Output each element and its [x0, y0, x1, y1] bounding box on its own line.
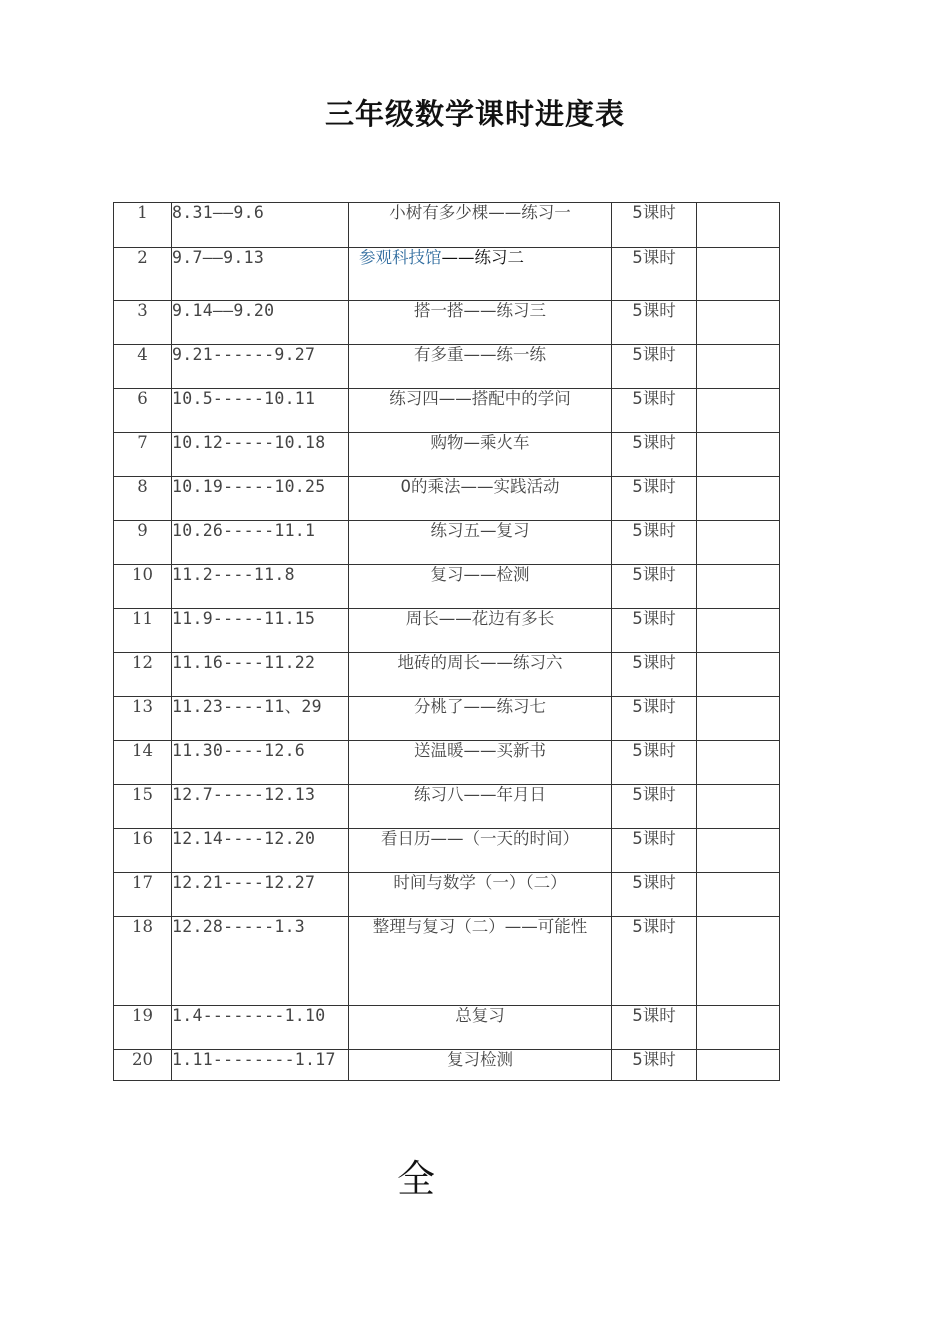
row-topic: 地砖的周长——练习六	[349, 653, 612, 697]
table-row	[114, 248, 780, 301]
table-row	[114, 653, 780, 697]
row-date-range: 10.5-----10.11	[172, 389, 349, 433]
row-date-range: 12.14----12.20	[172, 829, 349, 873]
row-topic: 练习四——搭配中的学问	[349, 389, 612, 433]
row-number: 15	[114, 785, 172, 829]
row-topic: 时间与数学（一）（二）	[349, 873, 612, 917]
table-row	[114, 741, 780, 785]
row-number: 18	[114, 917, 172, 1006]
row-number: 7	[114, 433, 172, 477]
row-hours: 5课时	[612, 521, 697, 565]
row-blank-cell	[697, 389, 780, 433]
row-blank-cell	[697, 1050, 780, 1081]
table-row	[114, 1050, 780, 1081]
row-blank-cell	[697, 345, 780, 389]
row-topic: 送温暖——买新书	[349, 741, 612, 785]
row-date-range: 9.14——9.20	[172, 301, 349, 345]
row-date-range: 10.12-----10.18	[172, 433, 349, 477]
table-row	[114, 389, 780, 433]
row-number: 6	[114, 389, 172, 433]
row-topic: 购物—乘火车	[349, 433, 612, 477]
row-topic: 复习检测	[349, 1050, 612, 1081]
table-row	[114, 521, 780, 565]
row-date-range: 11.9-----11.15	[172, 609, 349, 653]
row-number: 2	[114, 248, 172, 301]
row-blank-cell	[697, 697, 780, 741]
row-hours: 5课时	[612, 389, 697, 433]
row-topic: 练习八——年月日	[349, 785, 612, 829]
table-row	[114, 873, 780, 917]
row-topic: 小树有多少棵——练习一	[349, 203, 612, 248]
row-hours: 5课时	[612, 873, 697, 917]
row-number: 10	[114, 565, 172, 609]
row-blank-cell	[697, 477, 780, 521]
topic-text: ——练习二	[441, 248, 524, 267]
row-number: 13	[114, 697, 172, 741]
row-date-range: 12.7-----12.13	[172, 785, 349, 829]
row-hours: 5课时	[612, 477, 697, 521]
row-topic: 有多重——练一练	[349, 345, 612, 389]
row-number: 20	[114, 1050, 172, 1081]
row-hours: 5课时	[612, 433, 697, 477]
topic-link[interactable]: 参观科技馆	[359, 248, 442, 267]
row-hours: 5课时	[612, 609, 697, 653]
row-hours: 5课时	[612, 653, 697, 697]
table-row	[114, 565, 780, 609]
table-row	[114, 477, 780, 521]
row-blank-cell	[697, 873, 780, 917]
row-hours: 5课时	[612, 697, 697, 741]
row-number: 1	[114, 203, 172, 248]
row-hours: 5课时	[612, 829, 697, 873]
row-date-range: 10.19-----10.25	[172, 477, 349, 521]
schedule-table	[113, 202, 780, 1081]
row-blank-cell	[697, 785, 780, 829]
table-row	[114, 697, 780, 741]
row-date-range: 11.23----11、29	[172, 697, 349, 741]
row-date-range: 10.26-----11.1	[172, 521, 349, 565]
row-topic: 看日历——（一天的时间）	[349, 829, 612, 873]
row-number: 16	[114, 829, 172, 873]
row-hours: 5课时	[612, 785, 697, 829]
row-blank-cell	[697, 653, 780, 697]
table-row	[114, 609, 780, 653]
row-topic: 搭一搭——练习三	[349, 301, 612, 345]
row-blank-cell	[697, 609, 780, 653]
row-topic: 练习五—复习	[349, 521, 612, 565]
row-topic: 周长——花边有多长	[349, 609, 612, 653]
row-date-range: 11.2----11.8	[172, 565, 349, 609]
row-blank-cell	[697, 1006, 780, 1050]
row-topic: 复习——检测	[349, 565, 612, 609]
row-hours: 5课时	[612, 345, 697, 389]
row-topic: 整理与复习（二）——可能性	[349, 917, 612, 1006]
row-number: 17	[114, 873, 172, 917]
row-number: 12	[114, 653, 172, 697]
row-blank-cell	[697, 433, 780, 477]
row-date-range: 12.21----12.27	[172, 873, 349, 917]
table-row	[114, 345, 780, 389]
row-number: 9	[114, 521, 172, 565]
row-topic: 分桃了——练习七	[349, 697, 612, 741]
row-hours: 5课时	[612, 203, 697, 248]
row-blank-cell	[697, 203, 780, 248]
table-row	[114, 829, 780, 873]
row-number: 3	[114, 301, 172, 345]
row-number: 8	[114, 477, 172, 521]
row-blank-cell	[697, 565, 780, 609]
row-number: 11	[114, 609, 172, 653]
table-row	[114, 785, 780, 829]
row-date-range: 8.31——9.6	[172, 203, 349, 248]
row-number: 14	[114, 741, 172, 785]
row-number: 4	[114, 345, 172, 389]
footer-text: 全	[397, 1157, 436, 1201]
row-date-range: 12.28-----1.3	[172, 917, 349, 1006]
row-hours: 5课时	[612, 565, 697, 609]
row-date-range: 9.21------9.27	[172, 345, 349, 389]
row-date-range: 11.30----12.6	[172, 741, 349, 785]
row-hours: 5课时	[612, 741, 697, 785]
row-blank-cell	[697, 301, 780, 345]
row-date-range: 1.4--------1.10	[172, 1006, 349, 1050]
row-blank-cell	[697, 521, 780, 565]
table-row	[114, 203, 780, 248]
row-blank-cell	[697, 741, 780, 785]
row-date-range: 11.16----11.22	[172, 653, 349, 697]
page-title: 三年级数学课时进度表	[324, 97, 625, 131]
row-blank-cell	[697, 917, 780, 1006]
table-row	[114, 433, 780, 477]
table-row	[114, 917, 780, 1006]
row-topic: 总复习	[349, 1006, 612, 1050]
row-number: 19	[114, 1006, 172, 1050]
table-row	[114, 1006, 780, 1050]
row-hours: 5课时	[612, 248, 697, 301]
row-blank-cell	[697, 829, 780, 873]
row-hours: 5课时	[612, 1006, 697, 1050]
row-hours: 5课时	[612, 1050, 697, 1081]
row-hours: 5课时	[612, 917, 697, 1006]
row-topic: 0的乘法——实践活动	[349, 477, 612, 521]
row-hours: 5课时	[612, 301, 697, 345]
row-date-range: 9.7——9.13	[172, 248, 349, 301]
row-date-range: 1.11--------1.17	[172, 1050, 349, 1081]
row-topic	[349, 248, 612, 301]
row-blank-cell	[697, 248, 780, 301]
table-row	[114, 301, 780, 345]
